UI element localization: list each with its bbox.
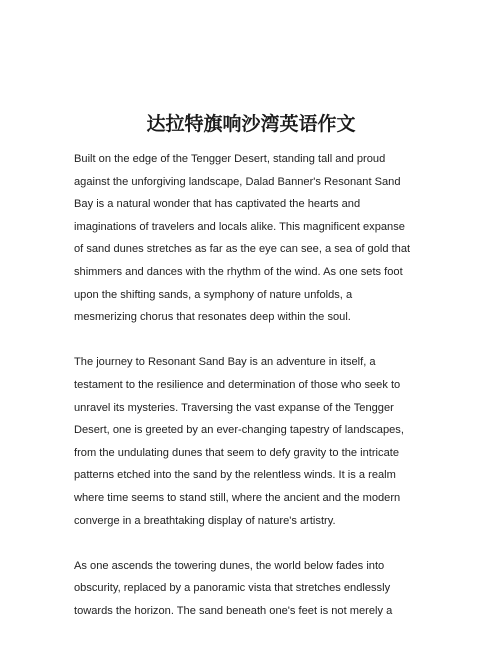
text-line: testament to the resilience and determination of those who seek to [74, 378, 401, 391]
text-line: converge in a breathtaking display of nature's artistry. [74, 514, 336, 527]
document-body [74, 148, 430, 645]
text-line: Built on the edge of the Tengger Desert, standing tall and proud [74, 153, 386, 165]
paragraph-1 [74, 148, 430, 329]
text-line: of sand dunes stretches as far as the eye can see, a sea of gold that [74, 243, 411, 256]
document-title: 达拉特旗响沙湾英语作文 [146, 113, 356, 135]
text-line: As one ascends the towering dunes, the world below fades into [74, 559, 385, 572]
text-line: patterns etched into the sand by the relentless winds. It is a realm [74, 469, 396, 482]
text-line: obscurity, replaced by a panoramic vista that stretches endlessly [74, 582, 391, 595]
text-line: The journey to Resonant Sand Bay is an adventure in itself, a [74, 356, 376, 369]
text-line: imaginations of travelers and locals alike. This magnificent expanse [74, 220, 405, 233]
text-line: from the undulating dunes that seem to defy gravity to the intricate [74, 446, 399, 459]
text-line: against the unforgiving landscape, Dalad Banner's Resonant Sand [74, 175, 401, 188]
paragraph-2 [74, 351, 430, 532]
text-line: mesmerizing chorus that resonates deep within the soul. [74, 311, 351, 324]
paragraph-3 [74, 555, 430, 623]
text-line: shimmers and dances with the rhythm of the wind. As one sets foot [74, 265, 403, 278]
text-line: Desert, one is greeted by an ever-changing tapestry of landscapes, [74, 424, 404, 437]
text-line: upon the shifting sands, a symphony of nature unfolds, a [74, 288, 353, 301]
text-line: Bay is a natural wonder that has captivated the hearts and [74, 198, 361, 211]
text-line: where time seems to stand still, where the ancient and the modern [74, 491, 401, 504]
text-line: towards the horizon. The sand beneath one's feet is not merely a [74, 604, 393, 617]
text-line: unravel its mysteries. Traversing the vast expanse of the Tengger [74, 401, 394, 414]
